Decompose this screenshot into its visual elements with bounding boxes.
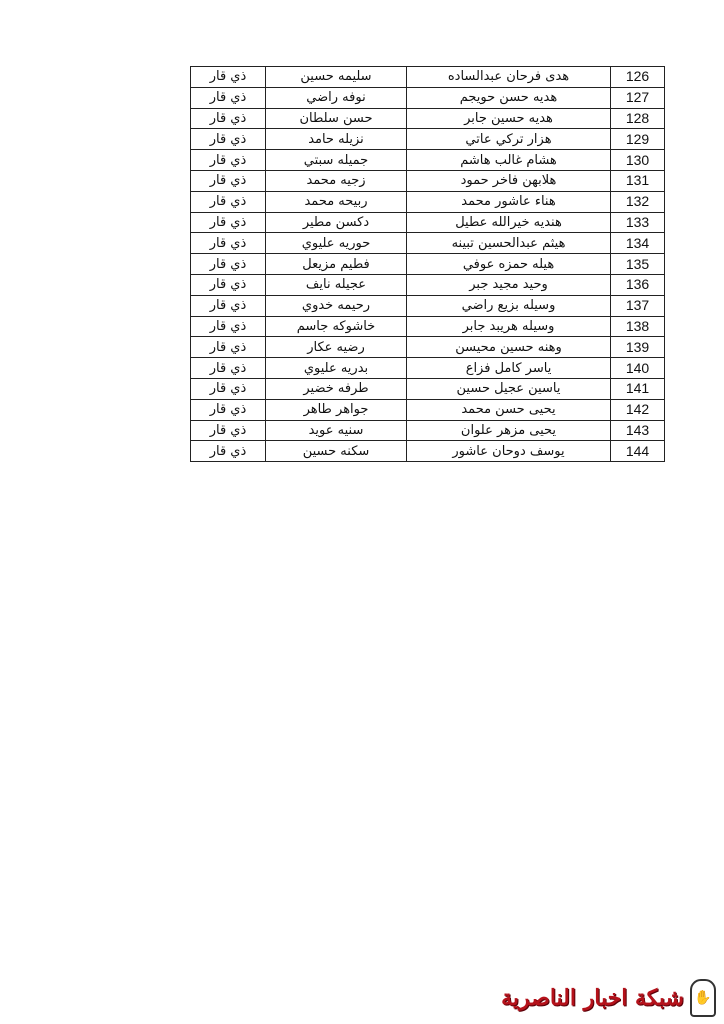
mother-name-cell: سليمه حسين: [266, 67, 407, 88]
province-cell: ذي قار: [191, 441, 266, 462]
mother-name-cell: زجيه محمد: [266, 170, 407, 191]
row-number-cell: 130: [611, 150, 665, 171]
mother-name-cell: سكنه حسين: [266, 441, 407, 462]
province-cell: ذي قار: [191, 170, 266, 191]
full-name-cell: يحيى حسن محمد: [407, 399, 611, 420]
mother-name-cell: ربيحه محمد: [266, 191, 407, 212]
province-cell: ذي قار: [191, 378, 266, 399]
table-row: [191, 129, 665, 150]
full-name-cell: يوسف دوحان عاشور: [407, 441, 611, 462]
table-row: [191, 399, 665, 420]
mother-name-cell: طرفه خضير: [266, 378, 407, 399]
mother-name-cell: رحيمه خدوي: [266, 295, 407, 316]
full-name-cell: هلابهن فاخر حمود: [407, 170, 611, 191]
province-cell: ذي قار: [191, 420, 266, 441]
mother-name-cell: دكسن مطير: [266, 212, 407, 233]
full-name-cell: هدى فرحان عبدالساده: [407, 67, 611, 88]
names-table-body: [191, 67, 665, 462]
table-row: [191, 316, 665, 337]
table-row: [191, 108, 665, 129]
mother-name-cell: عجيله نايف: [266, 274, 407, 295]
full-name-cell: هشام غالب هاشم: [407, 150, 611, 171]
province-cell: ذي قار: [191, 337, 266, 358]
full-name-cell: هديه حسن حويجم: [407, 87, 611, 108]
mother-name-cell: نوفه راضي: [266, 87, 407, 108]
table-row: [191, 87, 665, 108]
row-number-cell: 137: [611, 295, 665, 316]
mother-name-cell: سنيه عويد: [266, 420, 407, 441]
row-number-cell: 132: [611, 191, 665, 212]
row-number-cell: 138: [611, 316, 665, 337]
mother-name-cell: خاشوكه جاسم: [266, 316, 407, 337]
table-row: [191, 295, 665, 316]
table-row: [191, 441, 665, 462]
row-number-cell: 127: [611, 87, 665, 108]
hand-seal-icon: ✋: [690, 979, 716, 1017]
table-row: [191, 233, 665, 254]
province-cell: ذي قار: [191, 87, 266, 108]
province-cell: ذي قار: [191, 67, 266, 88]
full-name-cell: وسيله هريبد جابر: [407, 316, 611, 337]
province-cell: ذي قار: [191, 150, 266, 171]
full-name-cell: ياسر كامل فزاع: [407, 358, 611, 379]
mother-name-cell: رضيه عكار: [266, 337, 407, 358]
province-cell: ذي قار: [191, 108, 266, 129]
table-row: [191, 378, 665, 399]
row-number-cell: 133: [611, 212, 665, 233]
province-cell: ذي قار: [191, 254, 266, 275]
row-number-cell: 144: [611, 441, 665, 462]
mother-name-cell: جميله سبتي: [266, 150, 407, 171]
mother-name-cell: فطيم مزيعل: [266, 254, 407, 275]
table-row: [191, 337, 665, 358]
mother-name-cell: نزيله حامد: [266, 129, 407, 150]
province-cell: ذي قار: [191, 399, 266, 420]
province-cell: ذي قار: [191, 212, 266, 233]
row-number-cell: 131: [611, 170, 665, 191]
names-table: [190, 66, 665, 462]
full-name-cell: يحيى مزهر علوان: [407, 420, 611, 441]
table-row: [191, 170, 665, 191]
full-name-cell: هديه حسين جابر: [407, 108, 611, 129]
table-row: [191, 150, 665, 171]
full-name-cell: وحيد مجيد جبر: [407, 274, 611, 295]
watermark-text: شبكة اخبار الناصرية: [501, 985, 684, 1011]
table-row: [191, 191, 665, 212]
table-row: [191, 254, 665, 275]
full-name-cell: هيثم عبدالحسين تبينه: [407, 233, 611, 254]
province-cell: ذي قار: [191, 295, 266, 316]
row-number-cell: 136: [611, 274, 665, 295]
row-number-cell: 142: [611, 399, 665, 420]
row-number-cell: 129: [611, 129, 665, 150]
table-row: [191, 67, 665, 88]
mother-name-cell: بدريه عليوي: [266, 358, 407, 379]
mother-name-cell: حوريه عليوي: [266, 233, 407, 254]
province-cell: ذي قار: [191, 129, 266, 150]
watermark-logo: [476, 978, 716, 1018]
table-row: [191, 420, 665, 441]
row-number-cell: 143: [611, 420, 665, 441]
row-number-cell: 139: [611, 337, 665, 358]
province-cell: ذي قار: [191, 316, 266, 337]
table-row: [191, 274, 665, 295]
full-name-cell: هنديه خيرالله عطيل: [407, 212, 611, 233]
row-number-cell: 128: [611, 108, 665, 129]
province-cell: ذي قار: [191, 233, 266, 254]
mother-name-cell: جواهر طاهر: [266, 399, 407, 420]
full-name-cell: هناء عاشور محمد: [407, 191, 611, 212]
table-row: [191, 212, 665, 233]
province-cell: ذي قار: [191, 191, 266, 212]
full-name-cell: وهنه حسين محيسن: [407, 337, 611, 358]
full-name-cell: هيله حمزه عوفي: [407, 254, 611, 275]
row-number-cell: 140: [611, 358, 665, 379]
full-name-cell: ياسين عجيل حسين: [407, 378, 611, 399]
full-name-cell: وسيله بزيع راضي: [407, 295, 611, 316]
row-number-cell: 134: [611, 233, 665, 254]
row-number-cell: 141: [611, 378, 665, 399]
row-number-cell: 135: [611, 254, 665, 275]
province-cell: ذي قار: [191, 358, 266, 379]
province-cell: ذي قار: [191, 274, 266, 295]
mother-name-cell: حسن سلطان: [266, 108, 407, 129]
row-number-cell: 126: [611, 67, 665, 88]
full-name-cell: هزار تركي عاتي: [407, 129, 611, 150]
table-row: [191, 358, 665, 379]
